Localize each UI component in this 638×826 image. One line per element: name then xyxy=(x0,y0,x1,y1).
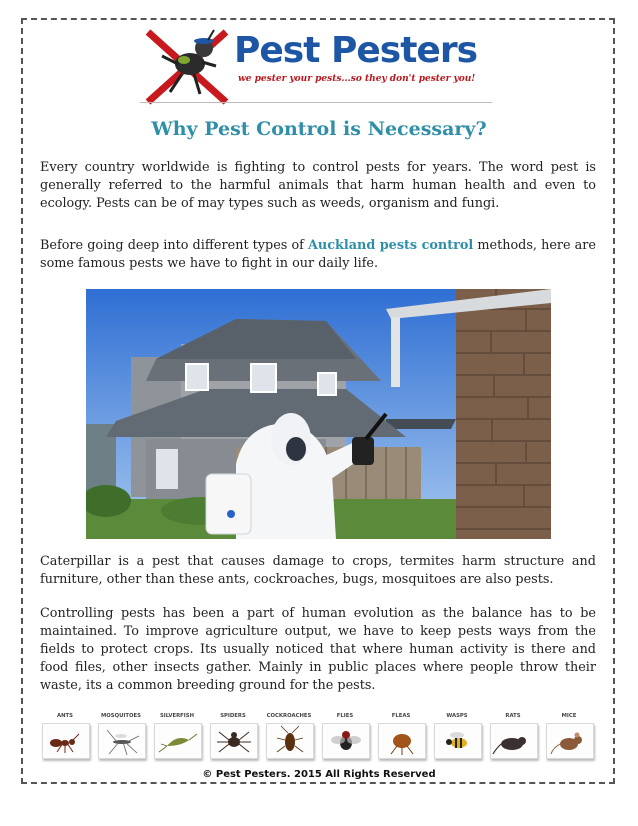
ant-icon xyxy=(43,724,89,758)
fly-icon xyxy=(323,724,369,758)
pest-item-rats xyxy=(488,713,538,765)
pest-label: MICE xyxy=(561,713,577,719)
pest-pesters-logo xyxy=(140,26,492,110)
rat-icon xyxy=(491,724,537,758)
pest-item-silverfish xyxy=(152,713,202,765)
auckland-pests-control-link[interactable]: Auckland pests control xyxy=(307,238,474,253)
paragraph-pests-intro xyxy=(40,237,596,273)
pest-item-mosquitoes xyxy=(96,713,146,765)
pest-item-flies xyxy=(320,713,370,765)
pest-control-technician-photo xyxy=(86,289,551,539)
pest-label: WASPS xyxy=(446,713,468,719)
copyright-footer: © Pest Pesters. 2015 All Rights Reserved xyxy=(202,769,436,780)
pest-item-ants xyxy=(40,713,90,765)
pest-item-wasps xyxy=(432,713,482,765)
bug-mascot-icon xyxy=(142,26,232,106)
pest-label: MOSQUITOES xyxy=(101,713,141,719)
pest-label: FLIES xyxy=(336,713,354,719)
pest-label: COCKROACHES xyxy=(266,713,312,719)
pest-item-cockroaches xyxy=(264,713,314,765)
pest-item-spiders xyxy=(208,713,258,765)
wasp-icon xyxy=(435,724,481,758)
paragraph-pest-examples: Caterpillar is a pest that causes damage to crops, termites harm structure and furniture, other than these ants, cockroaches, bugs, mosquitoes are also pests. xyxy=(40,554,596,587)
mosquito-icon xyxy=(99,724,145,758)
paragraph-intro: Every country worldwide is fighting to control pests for years. The word pest is generally referred to the harmful animals that harm human health and even to ecology. Pests can be of may types such as weeds, organism and fungi. xyxy=(40,160,596,211)
pest-label: ANTS xyxy=(57,713,73,719)
pest-label: SILVERFISH xyxy=(159,713,195,719)
cockroach-icon xyxy=(267,724,313,758)
paragraph-text: methods, here are some famous pests we have to fight in our daily life. xyxy=(40,238,596,271)
mouse-icon xyxy=(547,724,593,758)
page-title: Why Pest Control is Necessary? xyxy=(151,118,487,140)
paragraph-pest-control-history: Controlling pests has been a part of human evolution as the balance has to be maintained. To improve agriculture output, we have to keep pests ways from the fields to protect crops. Its usually noticed that where human activity is there and food files, other insects gather. Mainly in public places where people throw their waste, its a common breeding ground for the pests. xyxy=(40,606,596,693)
logo-divider xyxy=(140,102,492,103)
pest-label: RATS xyxy=(505,713,521,719)
paragraph-text: Before going deep into different types of xyxy=(40,238,308,253)
logo-brand-name: Pest Pesters xyxy=(234,30,478,71)
silverfish-icon xyxy=(155,724,201,758)
pest-label: SPIDERS xyxy=(220,713,246,719)
pest-item-fleas xyxy=(376,713,426,765)
spider-icon xyxy=(211,724,257,758)
pest-item-mice xyxy=(544,713,594,765)
pest-icon-strip xyxy=(40,713,600,765)
pest-label: FLEAS xyxy=(391,713,411,719)
logo-tagline: we pester your pests...so they don't pester you! xyxy=(238,74,476,84)
flea-icon xyxy=(379,724,425,758)
